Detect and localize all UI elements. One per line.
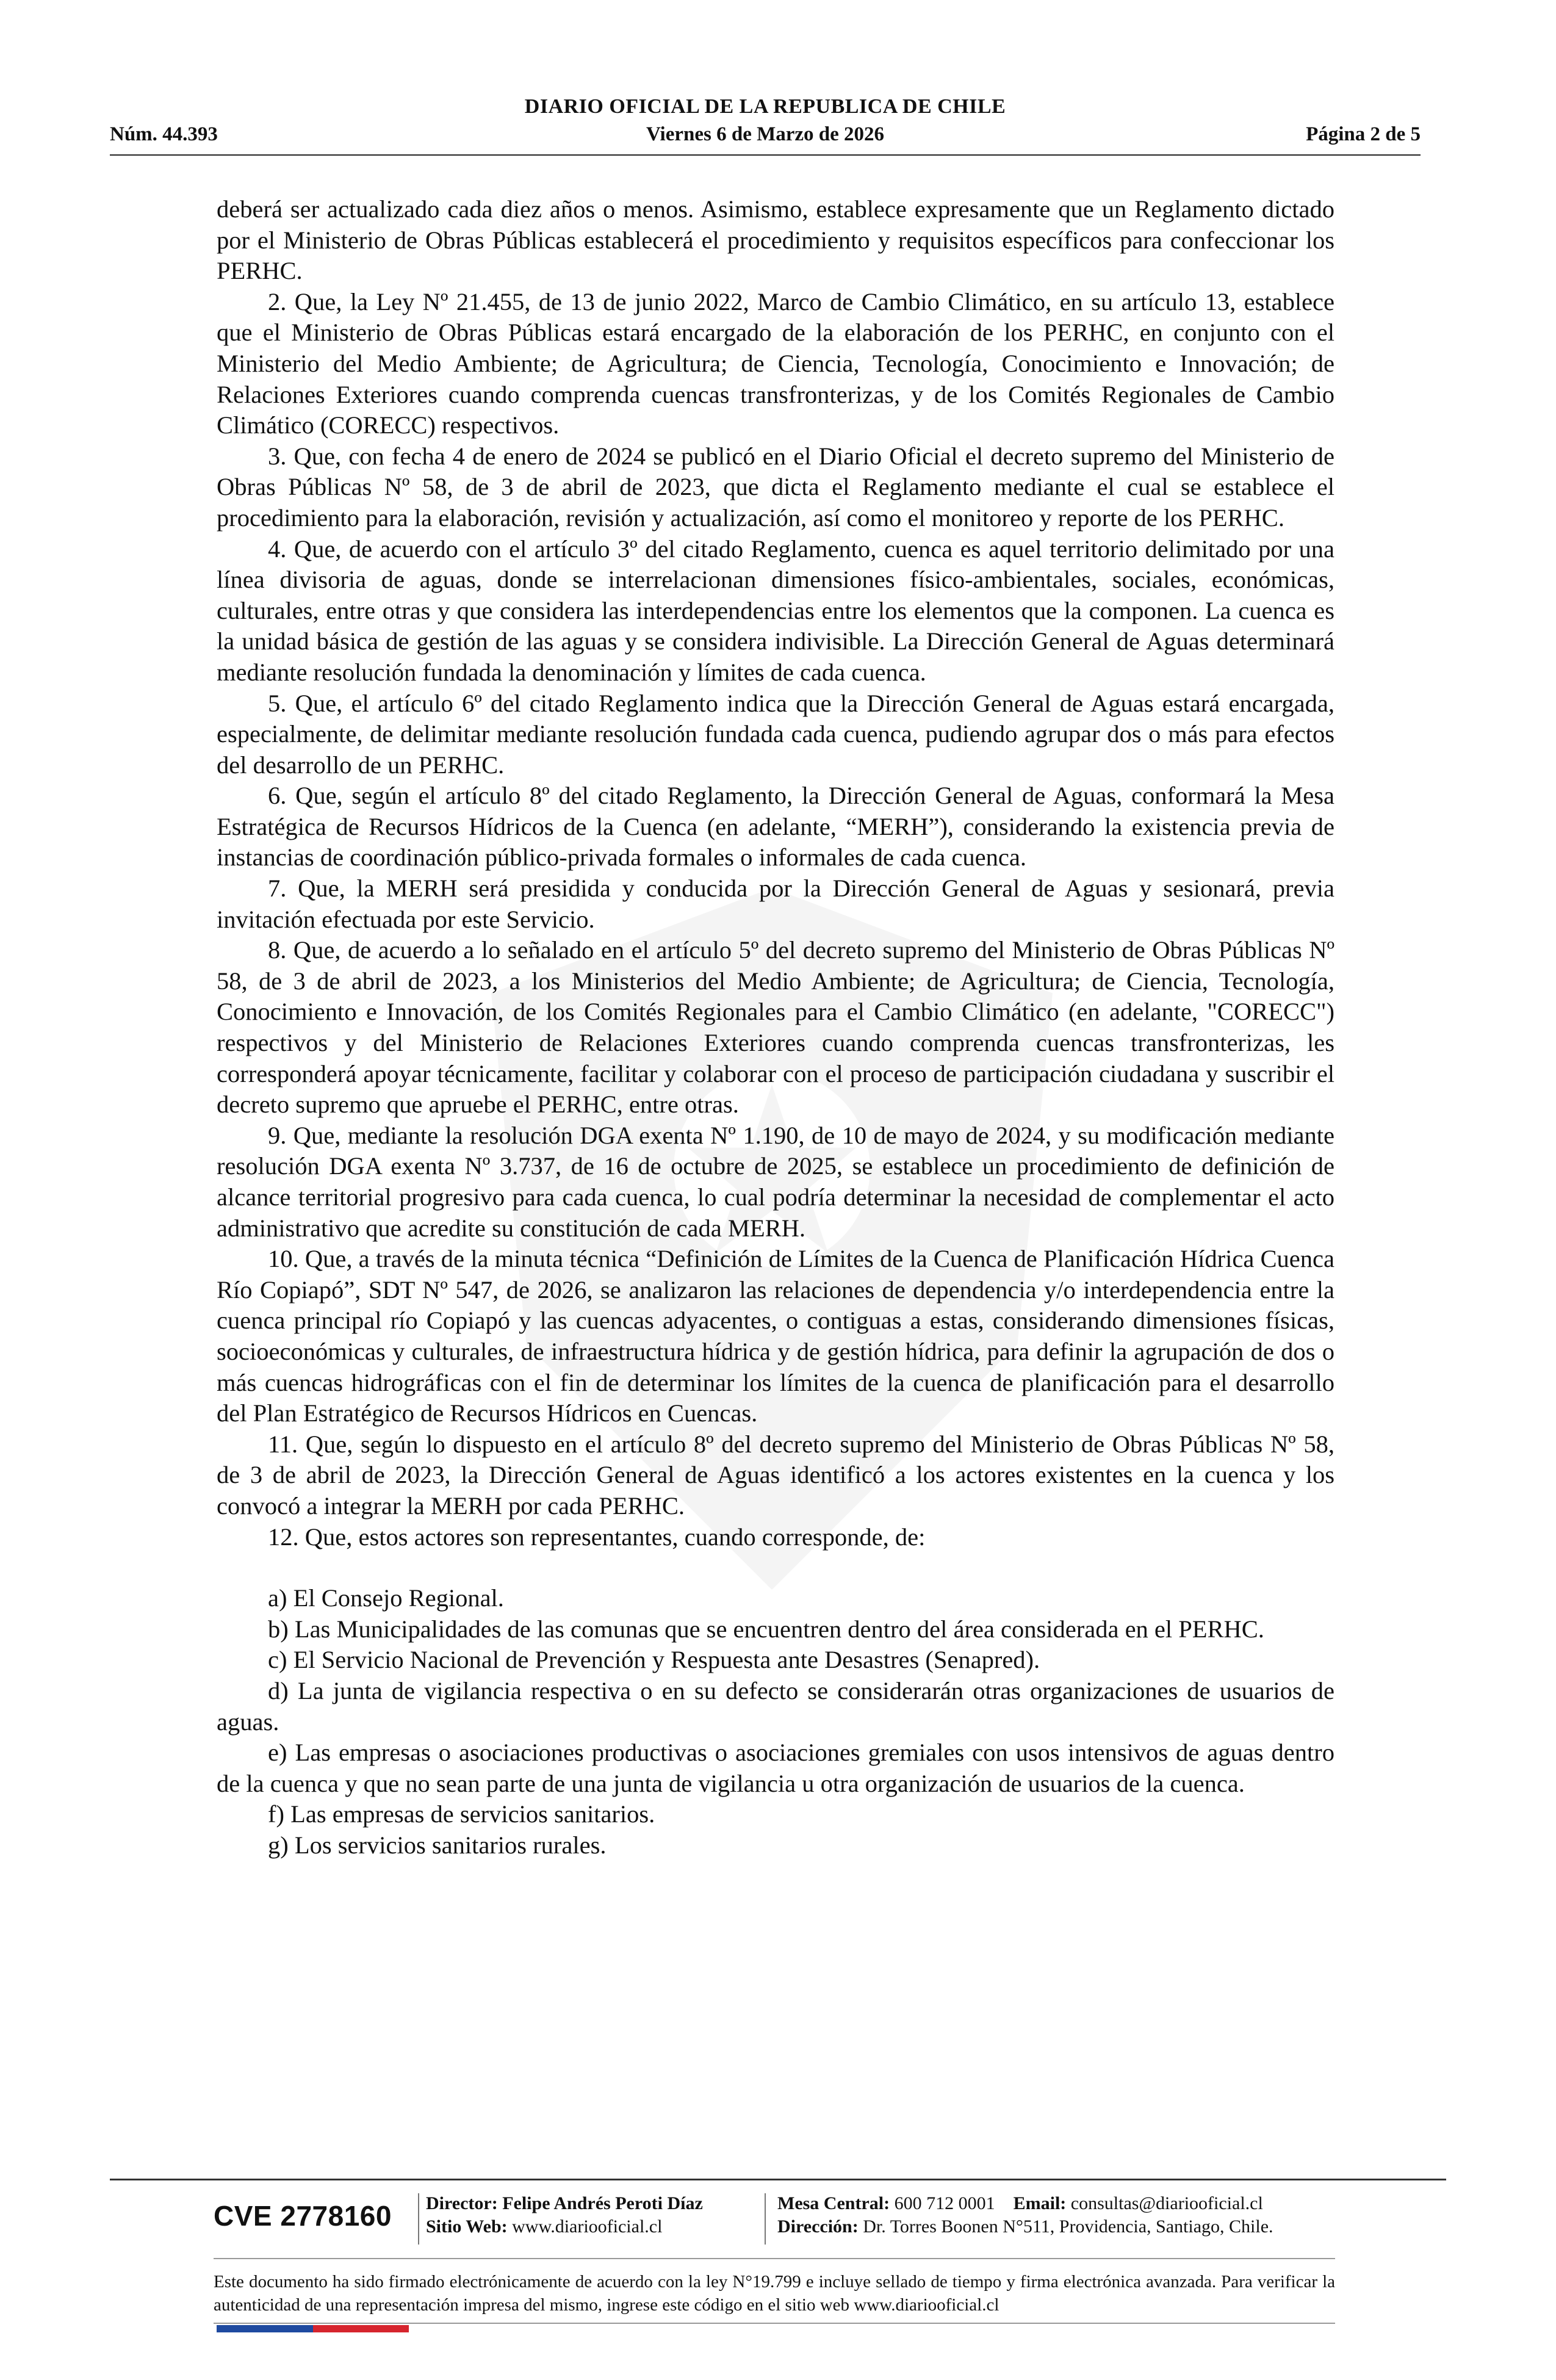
paragraph: 2. Que, la Ley Nº 21.455, de 13 de junio 2022, Marco de Cambio Climático, en su artículo 13, establece que el Ministerio de Obras Públicas estará encargado de la elaboración de los PERHC, en conjunto con el Ministerio del Medio Ambiente; de Agricultura; de Ciencia, Tecnología, Conocimiento e Innovación; de Relaciones Exteriores cuando comprenda cuencas transfronterizas, y de los Comités Regionales de Cambio Climático (CORECC) respectivos. xyxy=(217,287,1334,439)
footer-divider xyxy=(214,2258,1335,2259)
flag-color-bar xyxy=(217,2325,409,2332)
paragraph: 3. Que, con fecha 4 de enero de 2024 se publicó en el Diario Oficial el decreto supremo del Ministerio de Obras Públicas Nº 58, de 3 de abril de 2023, que dicta el Reglamento mediante el cual se establece el procedimiento para la elaboración, revisión y actualización, así como el monitoreo y reporte de los PERHC. xyxy=(217,442,1334,532)
website-link[interactable]: www.diariooficial.cl xyxy=(512,2216,663,2237)
document-body xyxy=(217,194,1334,1861)
page-header xyxy=(110,93,1421,160)
list-item: e) Las empresas o asociaciones productivas o asociaciones gremiales con usos intensivos de aguas dentro de la cuenca y que no sean parte de una junta de vigilancia u otra organización de usuarios de la cuenca. xyxy=(217,1739,1334,1797)
paragraph: 8. Que, de acuerdo a lo señalado en el artículo 5º del decreto supremo del Ministerio de Obras Públicas Nº 58, de 3 de abril de 2023, a los Ministerios del Medio Ambiente; de Agricultura; de Ciencia, Tecnología, Conocimiento e Innovación, de los Comités Regionales para el Cambio Climático (en adelante, "CORECC") respectivos y del Ministerio de Relaciones Exteriores cuando comprenda cuencas transfronterizas, les corresponderá apoyar técnicamente, facilitar y colaborar con el proceso de participación ciudadana y suscribir el decreto supremo que apruebe el PERHC, entre otras. xyxy=(217,936,1334,1119)
list-item: d) La junta de vigilancia respectiva o en su defecto se considerarán otras organizaciones de usuarios de aguas. xyxy=(217,1676,1334,1736)
footer-separator xyxy=(418,2193,419,2245)
cve-code: CVE 2778160 xyxy=(214,2200,392,2232)
flag-red-segment xyxy=(313,2325,409,2332)
phone-label: Mesa Central: xyxy=(777,2193,890,2213)
list-item: g) Los servicios sanitarios rurales. xyxy=(268,1831,607,1859)
paragraph: 4. Que, de acuerdo con el artículo 3º del citado Reglamento, cuenca es aquel territorio delimitado por una línea divisoria de aguas, donde se interrelacionan dimensiones físico-ambientales, sociales, económicas, culturales, entre otras y que considera las interdependencias entre los elementos que la componen. La cuenca es la unidad básica de gestión de las aguas y se considera indivisible. La Dirección General de Aguas determinará mediante resolución fundada la denominación y límites de cada cuenca. xyxy=(217,535,1334,686)
list-item: b) Las Municipalidades de las comunas que se encuentren dentro del área considerada en el PERHC. xyxy=(268,1615,1264,1643)
website-label: Sitio Web: xyxy=(426,2216,508,2237)
paragraph: 11. Que, según lo dispuesto en el artículo 8º del decreto supremo del Ministerio de Obras Públicas Nº 58, de 3 de abril de 2023, la Dirección General de Aguas identificó a los actores existentes en la cuenca y los convocó a integrar la MERH por cada PERHC. xyxy=(217,1430,1334,1520)
email-label: Email: xyxy=(1013,2193,1067,2213)
list-item: a) El Consejo Regional. xyxy=(268,1584,504,1612)
publication-date: Viernes 6 de Marzo de 2026 xyxy=(646,123,885,145)
director-name: Felipe Andrés Peroti Díaz xyxy=(502,2193,703,2213)
list-item: c) El Servicio Nacional de Prevención y Respuesta ante Desastres (Senapred). xyxy=(268,1646,1040,1674)
paragraph: 9. Que, mediante la resolución DGA exenta Nº 1.190, de 10 de mayo de 2024, y su modificación mediante resolución DGA exenta Nº 3.737, de 16 de octubre de 2025, se establece un procedimiento de definición de alcance territorial progresivo para cada cuenca, lo cual podría determinar la necesidad de complementar el acto administrativo que acredite su constitución de cada MERH. xyxy=(217,1121,1334,1242)
flag-blue-segment xyxy=(217,2325,313,2332)
paragraph: deberá ser actualizado cada diez años o menos. Asimismo, establece expresamente que un Reglamento dictado por el Ministerio de Obras Públicas establecerá el procedimiento y requisitos específicos para confeccionar los PERHC. xyxy=(217,195,1334,285)
page-footer xyxy=(110,2179,1446,2380)
paragraph: 10. Que, a través de la minuta técnica “Definición de Límites de la Cuenca de Planificación Hídrica Cuenca Río Copiapó”, SDT Nº 547, de 2026, se analizaron las relaciones de dependencia y/o interdependencia entre la cuenca principal río Copiapó y las cuencas adyacentes, o contiguas a estas, considerando dimensiones físicas, socioeconómicas y culturales, de infraestructura hídrica y de gestión hídrica, para definir la agrupación de dos o más cuencas hidrográficas con el fin de determinar los límites de la cuenca de planificación para el desarrollo del Plan Estratégico de Recursos Hídricos en Cuencas. xyxy=(217,1245,1334,1427)
signature-disclaimer: Este documento ha sido firmado electrónicamente de acuerdo con la ley N°19.799 e incluye sellado de tiempo y firma electrónica avanzada. Para verificar la autenticidad de una representación impresa del mismo, ingrese este código en el sitio web www.diariooficial.cl xyxy=(214,2272,1335,2315)
email-link[interactable]: consultas@diariooficial.cl xyxy=(1070,2193,1263,2213)
paragraph: 7. Que, la MERH será presidida y conducida por la Dirección General de Aguas y sesionará, previa invitación efectuada por este Servicio. xyxy=(217,874,1334,933)
director-label: Director: xyxy=(426,2193,498,2213)
footer-contact-right xyxy=(777,2192,1273,2238)
address-value: Dr. Torres Boonen N°511, Providencia, Santiago, Chile. xyxy=(863,2216,1273,2237)
issue-number: Núm. 44.393 xyxy=(110,123,218,145)
page-number: Página 2 de 5 xyxy=(1306,123,1421,145)
phone-number: 600 712 0001 xyxy=(894,2193,995,2213)
footer-divider xyxy=(214,2323,1335,2324)
footer-contact-left xyxy=(426,2192,703,2238)
list-item: f) Las empresas de servicios sanitarios. xyxy=(268,1800,655,1828)
address-label: Dirección: xyxy=(777,2216,859,2237)
footer-separator xyxy=(765,2193,766,2245)
publication-title: DIARIO OFICIAL DE LA REPUBLICA DE CHILE xyxy=(524,95,1006,118)
paragraph: 5. Que, el artículo 6º del citado Reglamento indica que la Dirección General de Aguas estará encargada, especialmente, de delimitar mediante resolución fundada cada cuenca, pudiendo agrupar dos o más para efectos del desarrollo de un PERHC. xyxy=(217,689,1334,779)
paragraph: 6. Que, según el artículo 8º del citado Reglamento, la Dirección General de Aguas, conformará la Mesa Estratégica de Recursos Hídricos de la Cuenca (en adelante, “MERH”), considerando la existencia previa de instancias de coordinación público-privada formales o informales de cada cuenca. xyxy=(217,782,1334,871)
header-divider xyxy=(110,154,1421,156)
paragraph: 12. Que, estos actores son representantes, cuando corresponde, de: xyxy=(268,1523,926,1551)
footer-divider xyxy=(110,2179,1446,2180)
